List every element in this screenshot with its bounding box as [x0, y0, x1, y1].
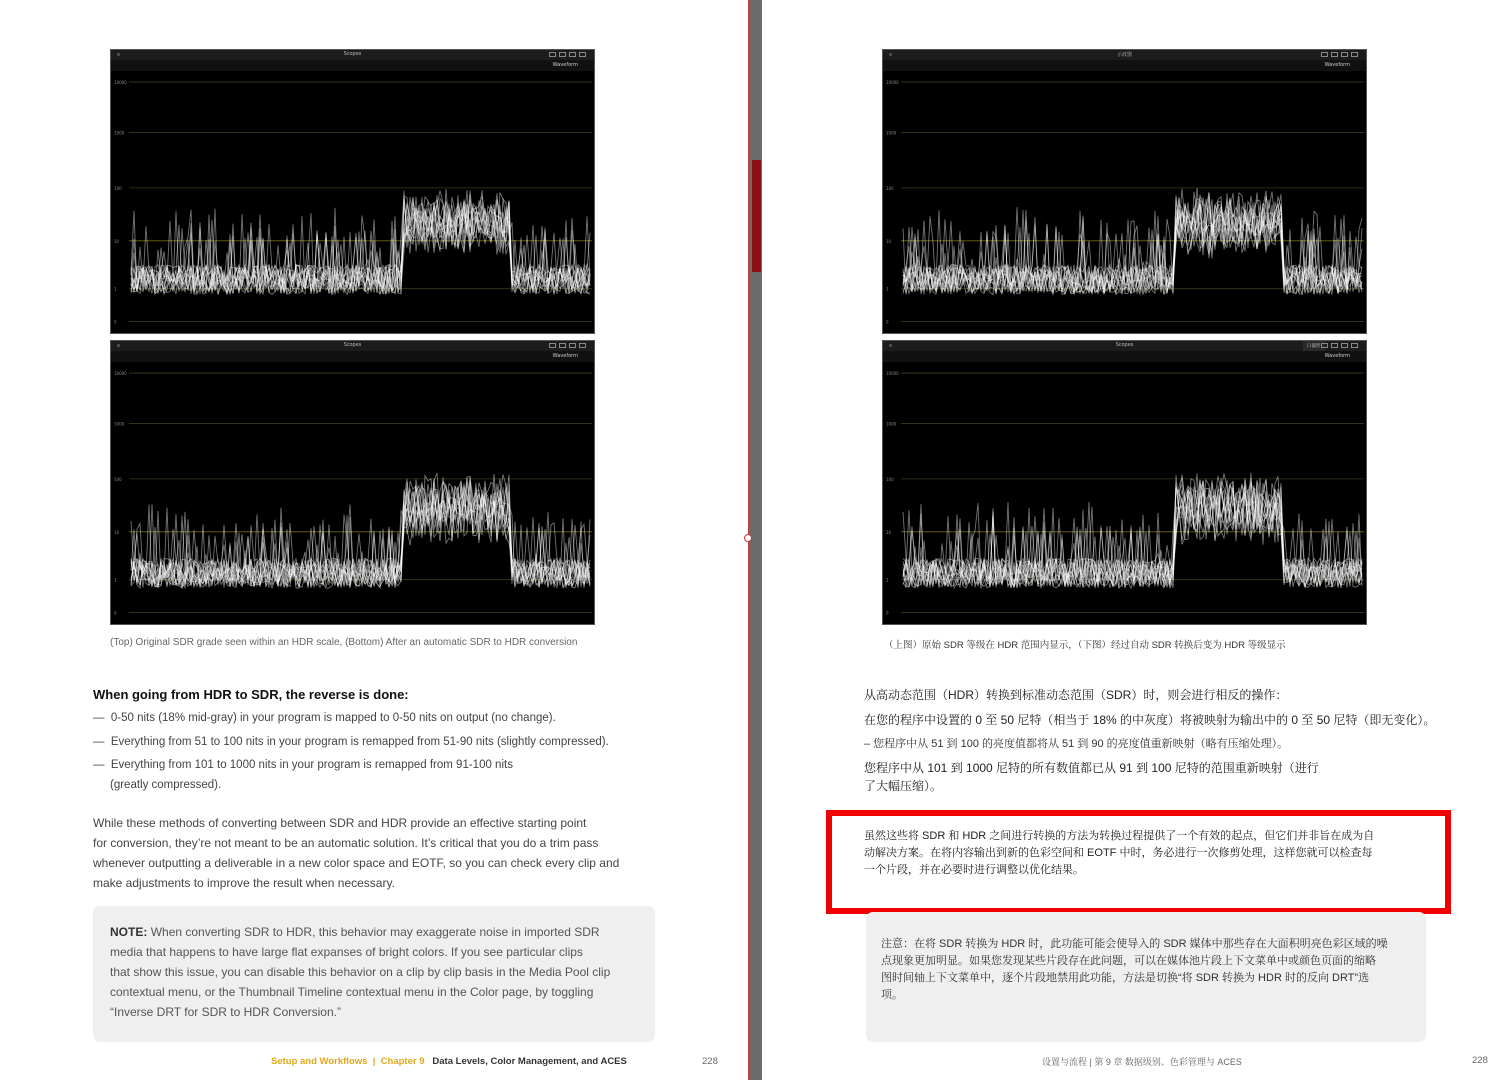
waveform-plot — [111, 362, 595, 625]
scale-label: 1 — [886, 286, 889, 292]
scope-mode-select[interactable]: Waveform — [1324, 353, 1350, 359]
scale-label: 1000 — [886, 421, 897, 427]
highlight-text: 虽然这些将 SDR 和 HDR 之间进行转换的方法为转换过程提供了一个有效的起点，但它们并非旨在成为自 动解决方案。在将内容输出到新的色彩空间和 EOTF 中时，务必进行一次修剪处理，这样您就可以检查每 一个片段，并在必要时进行调整以优化结果。 — [864, 830, 1375, 876]
scale-label: 10 — [886, 529, 892, 535]
scope-tag: 口波形 — [1303, 341, 1325, 351]
scope-titlebar — [111, 50, 594, 60]
list-item: — 0-50 nits (18% mid-gray) in your program is mapped to 0-50 nits on output (no change). — [93, 712, 556, 724]
scope-titlebar — [883, 50, 1366, 60]
layout-buttons[interactable] — [549, 343, 586, 349]
scale-label: 1 — [886, 577, 889, 583]
page-footer: 设置与流程 | 第 9 章 数据级别、色彩管理与 ACES — [1042, 1057, 1242, 1067]
text-line: 了大幅压缩）。 — [864, 779, 943, 793]
page-number: 228 — [1472, 1055, 1488, 1066]
waveform-plot — [111, 71, 595, 334]
scale-label: 100 — [114, 476, 122, 482]
scale-label: 1000 — [886, 130, 897, 136]
scale-label: 1 — [114, 577, 117, 583]
scale-label: 100 — [886, 476, 894, 482]
text-line: 您程序中从 101 到 1000 尼特的所有数值都已从 91 到 100 尼特的范围重新映射（进行 — [864, 761, 1319, 775]
scope-title: Scopes — [343, 342, 362, 348]
body-paragraph: While these methods of converting between SDR and HDR provide an effective starting point for conversion, they’re not meant to be an automatic solution. It’s critical that you do a trim pass whenever outputting a deliverable in a new color space and EOTF, so you can check every clip and make adjustments to improve the result when necessary. — [93, 816, 620, 890]
scale-label: 0 — [114, 319, 117, 325]
split-handle[interactable] — [744, 534, 752, 542]
scale-label: 100 — [886, 185, 894, 191]
scroll-thumb[interactable] — [752, 160, 761, 272]
figure-caption: （上图）原始 SDR 等级在 HDR 范围内显示，（下图）经过自动 SDR 转换后变为 HDR 等级显示 — [884, 640, 1286, 651]
page-number: 228 — [702, 1056, 718, 1067]
scale-label: 10 — [114, 529, 120, 535]
waveform-scope-top — [110, 49, 595, 334]
scope-mode-select[interactable]: Waveform — [552, 353, 578, 359]
page-divider — [748, 0, 762, 1080]
scale-label: 10000 — [114, 80, 127, 86]
scope-title: Scopes — [1115, 342, 1134, 348]
scope-title: 示波器 — [1116, 52, 1132, 58]
waveform-scope-top — [882, 49, 1367, 334]
scope-title: Scopes — [343, 51, 362, 57]
list-item: — Everything from 51 to 100 nits in your program is remapped from 51-90 nits (slightly compressed). — [93, 736, 609, 748]
section-heading: When going from HDR to SDR, the reverse is done: — [93, 687, 409, 702]
note-text: 注意：在将 SDR 转换为 HDR 时，此功能可能会使导入的 SDR 媒体中那些存在大面积明亮色彩区域的噪 点现象更加明显。如果您发现某些片段存在此问题，可以在媒体池片段上下文菜单中或颜色页面的缩略 图时间轴上下文菜单中，逐个片段地禁用此功能，方法是切换“将 SDR 转换为 HDR 时的反向 DRT”选 项。 — [881, 938, 1388, 1001]
left-page — [0, 0, 748, 1080]
note-label: NOTE: — [110, 925, 148, 939]
figure-caption: (Top) Original SDR grade seen within an HDR scale, (Bottom) After an automatic SDR to HDR conversion — [110, 637, 578, 648]
scale-label: 10000 — [114, 371, 127, 377]
scale-label: 0 — [886, 610, 889, 616]
text-line: 在您的程序中设置的 0 至 50 尼特（相当于 18% 的中灰度）将被映射为输出中的 0 至 50 尼特（即无变化）。 — [864, 713, 1436, 727]
right-page — [762, 0, 1511, 1080]
scale-label: 100 — [114, 185, 122, 191]
text-line: – 您程序中从 51 到 100 的亮度值都将从 51 到 90 的亮度值重新映射（略有压缩处理）。 — [864, 738, 1289, 750]
list-item: — Everything from 101 to 1000 nits in your program is remapped from 91-100 nits — [93, 759, 513, 771]
text-line: 从高动态范围（HDR）转换到标准动态范围（SDR）时，则会进行相反的操作： — [864, 688, 1288, 702]
waveform-scope-bottom — [110, 340, 595, 625]
page-footer: Setup and Workflows | Chapter 9 Data Levels, Color Management, and ACES — [271, 1056, 627, 1067]
list-item-continuation: (greatly compressed). — [110, 779, 222, 791]
scale-label: 10 — [114, 238, 120, 244]
layout-buttons[interactable] — [549, 52, 586, 58]
note-box: NOTE: When converting SDR to HDR, this behavior may exaggerate noise in imported SDR media that happens to have large flat expanses of bright colors. If you see particular clips that show this issue, you can disable this behavior on a clip by clip basis in the Media Pool clip contextual menu, or the Thumbnail Timeline contextual menu in the Color page, by toggling “Inverse DRT for SDR to HDR Conversion.” — [93, 906, 655, 1042]
waveform-plot — [883, 362, 1367, 625]
scope-mode-select[interactable]: Waveform — [1324, 62, 1350, 68]
scale-label: 1000 — [114, 130, 125, 136]
note-box — [866, 912, 1426, 1042]
scale-label: 0 — [114, 610, 117, 616]
layout-buttons[interactable] — [1321, 343, 1358, 349]
scope-titlebar — [883, 341, 1366, 351]
scope-titlebar — [111, 341, 594, 351]
scale-label: 1000 — [114, 421, 125, 427]
highlight-box — [826, 810, 1451, 914]
waveform-plot — [883, 71, 1367, 334]
scale-label: 1 — [114, 286, 117, 292]
scale-label: 10 — [886, 238, 892, 244]
scale-label: 0 — [886, 319, 889, 325]
waveform-scope-bottom — [882, 340, 1367, 625]
scale-label: 10000 — [886, 371, 899, 377]
scale-label: 10000 — [886, 80, 899, 86]
layout-buttons[interactable] — [1321, 52, 1358, 58]
scope-mode-select[interactable]: Waveform — [552, 62, 578, 68]
